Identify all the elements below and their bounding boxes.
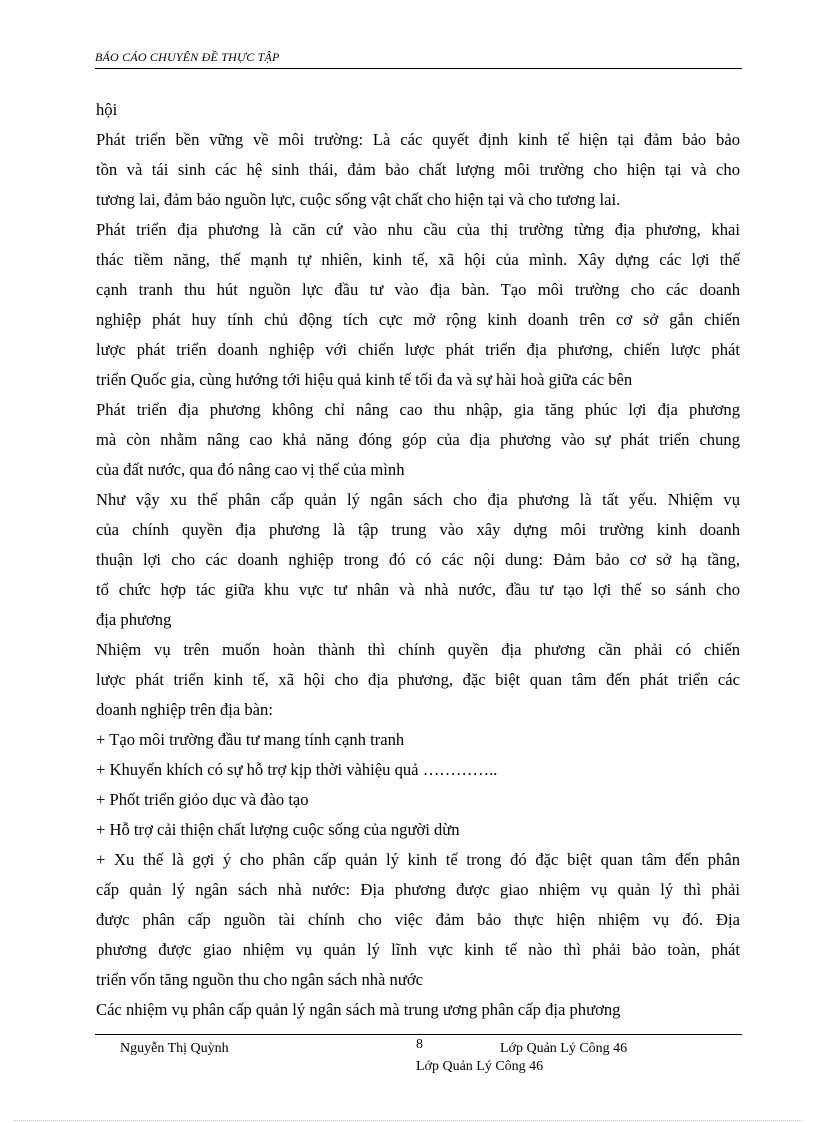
text-line: của đất nước, qua đó nâng cao vị thế của mình: [96, 460, 405, 479]
footer-divider: [95, 1034, 742, 1035]
text-line: cấp quản lý ngân sách nhà nước: Địa phương được giao nhiệm vụ quản lý thì phải: [96, 880, 740, 899]
text-line: hội: [96, 100, 118, 119]
text-line: doanh nghiệp trên địa bàn:: [96, 700, 273, 719]
text-line: phương được giao nhiệm vụ quản lý lĩnh vực kinh tế nào thì phải bảo toàn, phát: [96, 940, 740, 959]
text-line: Các nhiệm vụ phân cấp quản lý ngân sách mà trung ương phân cấp địa phương: [96, 1000, 621, 1019]
text-line: được phân cấp nguồn tài chính cho việc đảm bảo thực hiện nhiệm vụ đó. Địa: [96, 910, 740, 929]
page-header-title: BÁO CÁO CHUYÊN ĐỀ THỰC TẬP: [95, 50, 280, 64]
text-line: triển vốn tăng nguồn thu cho ngân sách nhà nước: [96, 970, 423, 989]
text-line: địa phương: [96, 610, 172, 629]
list-item: + Hỗ trợ cải thiện chất lượng cuộc sống của người dừn: [96, 820, 460, 839]
text-line: thuận lợi cho các doanh nghiệp trong đó có các nội dung: Đảm bảo cơ sở hạ tầng,: [96, 550, 740, 569]
text-line: Phát triển địa phương không chỉ nâng cao thu nhập, gia tăng phúc lợi địa phương: [96, 400, 740, 419]
text-line: lược phát triển kinh tế, xã hội cho địa phương, đặc biệt quan tâm đến phát triển các: [96, 670, 740, 689]
text-line: tổ chức hợp tác giữa khu vực tư nhân và nhà nước, đầu tư tạo lợi thế so sánh cho: [96, 580, 740, 599]
text-line: tồn và tái sinh các hệ sinh thái, đảm bảo chất lượng môi trường cho hiện tại và cho: [96, 160, 740, 179]
header-divider: [95, 68, 742, 69]
footer-author: Nguyễn Thị Quỳnh: [120, 1041, 229, 1056]
text-line: tương lai, đảm bảo nguồn lực, cuộc sống vật chất cho hiện tại và cho tương lai.: [96, 190, 621, 209]
text-line: thác tiềm năng, thế mạnh tự nhiên, kinh tế, xã hội của mình. Xây dựng các lợi thế: [96, 250, 740, 269]
text-line: cạnh tranh thu hút nguồn lực đầu tư vào địa bàn. Tạo môi trường cho các doanh: [96, 280, 740, 299]
text-line: Phát triển địa phương là căn cứ vào nhu cầu của thị trường từng địa phương, khai: [96, 220, 740, 239]
page-boundary: [14, 1120, 802, 1121]
text-line: triển Quốc gia, cùng hướng tới hiệu quả kinh tế tối đa và sự hài hoà giữa các bên: [96, 370, 633, 389]
footer-class-label: Lớp Quản Lý Công 46: [500, 1041, 628, 1056]
text-line: Như vậy xu thế phân cấp quản lý ngân sách cho địa phương là tất yếu. Nhiệm vụ: [96, 490, 740, 509]
text-line: lược phát triển doanh nghiệp với chiến lược phát triển địa phương, chiến lược phát: [96, 340, 740, 359]
text-line: mà còn nhằm nâng cao khả năng đóng góp của địa phương vào sự phát triển chung: [96, 430, 740, 449]
list-item: + Tạo môi trường đầu tư mang tính cạnh tranh: [96, 730, 405, 749]
list-item: + Xu thế là gợi ý cho phân cấp quản lý kinh tế trong đó đặc biệt quan tâm đến phân: [96, 850, 740, 869]
text-line: nghiệp phát huy tính chủ động tích cực mở rộng kinh doanh trên cơ sở gắn chiến: [96, 310, 740, 329]
footer-class-label-repeat: Lớp Quản Lý Công 46: [416, 1059, 544, 1074]
list-item: + Phốt triển giỏo dục và đào tạo: [96, 790, 309, 809]
text-line: của chính quyền địa phương là tập trung vào xây dựng môi trường kinh doanh: [96, 520, 740, 539]
page-number: 8: [416, 1037, 423, 1052]
text-line: Phát triển bền vững về môi trường: Là các quyết định kinh tế hiện tại đảm bảo bảo: [96, 130, 740, 149]
text-line: Nhiệm vụ trên muốn hoàn thành thì chính quyền địa phương cần phải có chiến: [96, 640, 740, 659]
body-text: [96, 95, 740, 1025]
list-item: + Khuyến khích có sự hỗ trợ kịp thời vàhiệu quả …………..: [96, 760, 498, 779]
